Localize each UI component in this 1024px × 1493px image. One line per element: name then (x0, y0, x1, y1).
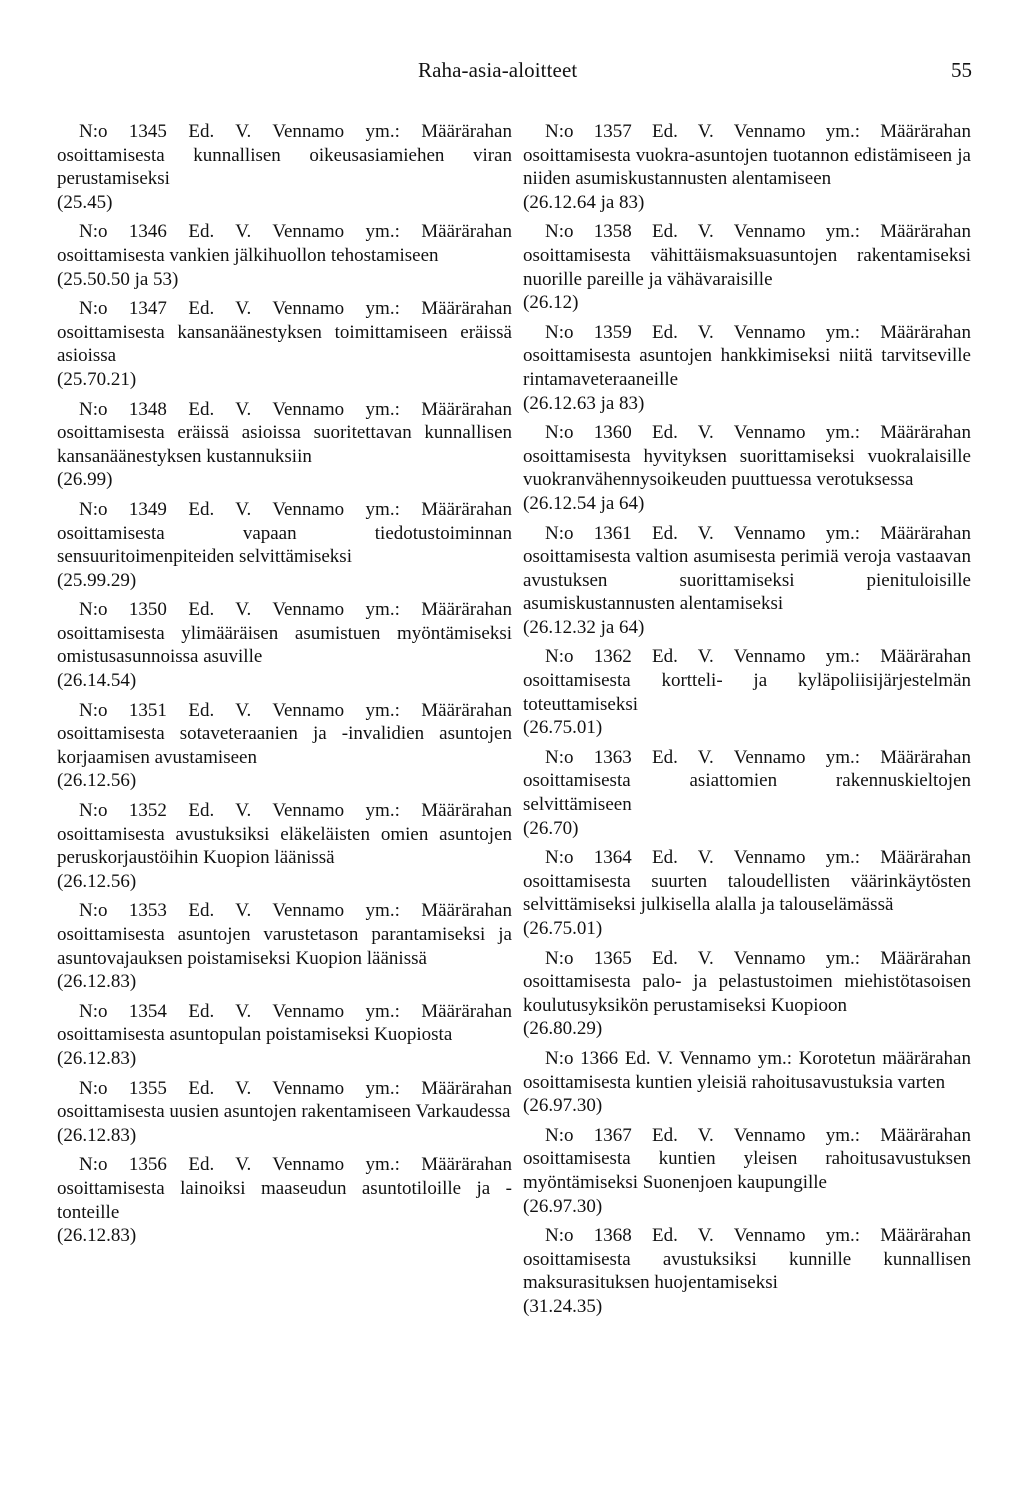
entry-text: N:o 1356 Ed. V. Vennamo ym.: Määrärahan osoittamisesta lainoiksi maaseudun asuntotiloille ja -tonteille (57, 1154, 512, 1223)
entry-reference: (26.75.01) (523, 918, 603, 939)
list-item (57, 498, 512, 592)
list-item (523, 220, 971, 314)
entry-text: N:o 1368 Ed. V. Vennamo ym.: Määrärahan osoittamisesta avustuksiksi kunnille kunnallisen maksurasituksen huojentamiseksi (523, 1225, 971, 1294)
entry-text: N:o 1345 Ed. V. Vennamo ym.: Määrärahan osoittamisesta kunnallisen oikeusasiamiehen viran perustamiseksi (57, 121, 512, 190)
entry-reference: (26.12.54 ja 64) (523, 492, 645, 514)
list-item (523, 522, 971, 640)
list-item (57, 1000, 512, 1071)
entry-text: N:o 1350 Ed. V. Vennamo ym.: Määrärahan osoittamisesta ylimääräisen asumistuen myöntämiseksi omistusasunnoissa asuville (57, 599, 512, 668)
entry-reference: (26.14.54) (57, 670, 137, 692)
list-item (523, 947, 971, 1041)
list-item (523, 1224, 971, 1318)
list-item (57, 1077, 512, 1148)
running-title: Raha-asia-aloitteet (418, 58, 578, 82)
list-item (523, 1124, 971, 1218)
entry-text: N:o 1358 Ed. V. Vennamo ym.: Määrärahan osoittamisesta vähittäismaksuasuntojen rakentamiseksi nuorille pareille ja vähävaraisille (523, 221, 971, 290)
list-item (57, 699, 512, 793)
entry-text: N:o 1360 Ed. V. Vennamo ym.: Määrärahan osoittamisesta hyvityksen suorittamiseksi vuokralaisille vuokranvähennysoikeuden puuttuessa verotuksessa (523, 422, 971, 491)
entry-reference: (26.12.83) (57, 1124, 137, 1146)
entry-text: N:o 1351 Ed. V. Vennamo ym.: Määrärahan osoittamisesta sotaveteraanien ja -invalidien asuntojen korjaamisen avustamiseen (57, 699, 512, 768)
entry-reference: (26.12.32 ja 64) (523, 616, 645, 638)
left-column (57, 120, 512, 1254)
entry-reference: (31.24.35) (523, 1295, 603, 1317)
entry-text: N:o 1363 Ed. V. Vennamo ym.: Määrärahan osoittamisesta asiattomien rakennuskieltojen selvittämiseen (523, 746, 971, 816)
entry-reference: (26.70) (523, 817, 579, 839)
entry-text: N:o 1366 Ed. V. Vennamo ym.: Korotetun määrärahan osoittamisesta kuntien yleisiä rahoitusavustuksia varten (523, 1047, 971, 1093)
entry-reference: (26.12.83) (57, 1225, 137, 1247)
entry-text: N:o 1347 Ed. V. Vennamo ym.: Määrärahan osoittamisesta kansanäänestyksen toimittamiseen eräissä asioissa (57, 298, 512, 367)
list-item (57, 398, 512, 492)
entry-text: N:o 1353 Ed. V. Vennamo ym.: Määrärahan osoittamisesta asuntojen varustetason parantamiseksi ja asuntovajauksen poistamiseksi Kuopion läänissä (57, 900, 512, 969)
entry-reference: (26.99) (57, 469, 113, 491)
entry-text: N:o 1352 Ed. V. Vennamo ym.: Määrärahan osoittamisesta avustuksiksi eläkeläisten omien asuntojen peruskorjaustöihin Kuopion läänissä (57, 800, 512, 869)
running-header (0, 58, 1024, 88)
list-item (523, 120, 971, 214)
entry-reference: (26.12.64 ja 83) (523, 191, 645, 213)
entry-text: N:o 1367 Ed. V. Vennamo ym.: Määrärahan osoittamisesta kuntien yleisen rahoitusavustuksen myöntämiseksi Suonenjoen kaupungille (523, 1124, 971, 1193)
list-item (57, 297, 512, 391)
entry-reference: (26.80.29) (523, 1018, 603, 1040)
entry-reference: (26.12.83) (57, 971, 137, 993)
entry-text: N:o 1354 Ed. V. Vennamo ym.: Määrärahan osoittamisesta asuntopulan poistamiseksi Kuopiosta (57, 1000, 512, 1046)
entry-text: N:o 1364 Ed. V. Vennamo ym.: Määrärahan osoittamisesta suurten taloudellisten väärinkäytösten selvittämiseksi julkisella alalla ja talouselämässä (523, 847, 971, 916)
list-item (57, 120, 512, 214)
entry-reference: (25.99.29) (57, 569, 137, 591)
entry-reference: (25.50.50 ja 53) (57, 268, 179, 290)
entry-reference: (25.70.21) (57, 368, 137, 390)
entry-text: N:o 1346 Ed. V. Vennamo ym.: Määrärahan osoittamisesta vankien jälkihuollon tehostamiseen (57, 221, 512, 266)
entry-reference: (26.12) (523, 292, 579, 314)
entry-reference: (25.45) (57, 191, 113, 213)
entry-reference: (26.75.01) (523, 717, 603, 739)
list-item (57, 220, 512, 291)
entry-text: N:o 1361 Ed. V. Vennamo ym.: Määrärahan osoittamisesta valtion asumisesta perimiä veroja vastaavan avustuksen suorittamiseksi pienituloisille asumiskustannusten alentamiseksi (523, 522, 971, 615)
entry-reference: (26.97.30) (523, 1195, 603, 1217)
entry-text: N:o 1349 Ed. V. Vennamo ym.: Määrärahan osoittamisesta vapaan tiedotustoiminnan sensuuritoimenpiteiden selvittämiseksi (57, 498, 512, 568)
entry-text: N:o 1362 Ed. V. Vennamo ym.: Määrärahan osoittamisesta kortteli- ja kyläpoliisijärjestelmän toteuttamiseksi (523, 646, 971, 715)
list-item (57, 799, 512, 893)
entry-reference: (26.12.56) (57, 870, 137, 892)
entry-text: N:o 1357 Ed. V. Vennamo ym.: Määrärahan osoittamisesta vuokra-asuntojen tuotannon edistämiseen ja niiden asumiskustannusten alentamiseen (523, 121, 971, 190)
list-item (523, 421, 971, 515)
list-item (57, 899, 512, 993)
list-item (523, 321, 971, 415)
list-item (57, 598, 512, 692)
list-item (523, 846, 971, 940)
entry-text: N:o 1355 Ed. V. Vennamo ym.: Määrärahan osoittamisesta uusien asuntojen rakentamiseen Varkaudessa (57, 1077, 512, 1123)
list-item (57, 1153, 512, 1247)
entry-text: N:o 1365 Ed. V. Vennamo ym.: Määrärahan osoittamisesta palo- ja pelastustoimen miehistötasoisen koulutusyksikön perustamiseksi Kuopioon (523, 947, 971, 1016)
entry-text: N:o 1348 Ed. V. Vennamo ym.: Määrärahan osoittamisesta eräissä asioissa suoritettavan kunnallisen kansanäänestyksen kustannuksiin (57, 398, 512, 467)
list-item (523, 1047, 971, 1118)
entry-reference: (26.12.83) (57, 1047, 137, 1069)
right-column (523, 120, 971, 1325)
list-item (523, 645, 971, 739)
list-item (523, 746, 971, 840)
entry-reference: (26.12.56) (57, 770, 137, 792)
entry-reference: (26.12.63 ja 83) (523, 392, 645, 414)
entry-reference: (26.97.30) (523, 1095, 603, 1117)
page-number: 55 (951, 58, 972, 82)
entry-text: N:o 1359 Ed. V. Vennamo ym.: Määrärahan osoittamisesta asuntojen hankkimiseksi niitä tarvitseville rintamaveteraaneille (523, 321, 971, 390)
